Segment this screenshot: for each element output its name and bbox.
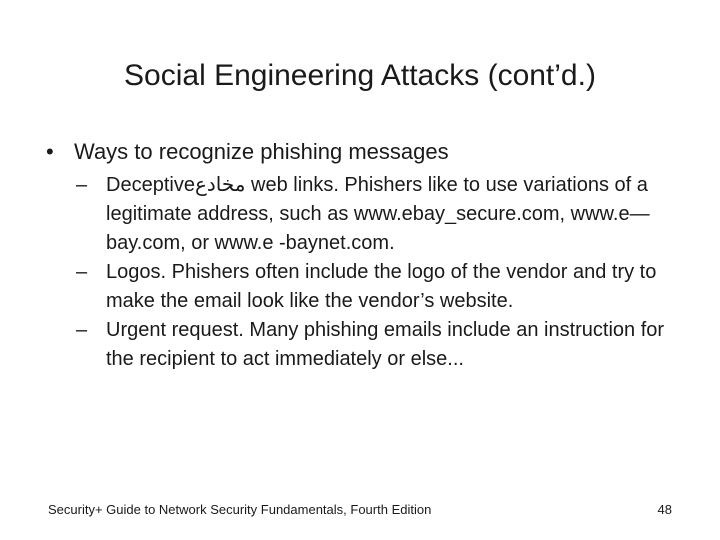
- slide-title: Social Engineering Attacks (cont’d.): [124, 59, 596, 92]
- sub-bullet-text: Deceptiveمخادع web links. Phishers like to use variations of a legitimate address, such as www.ebay_secure.com, www.e—bay.com, or www.e -baynet.com.: [106, 174, 650, 254]
- bullet-text: Ways to recognize phishing messages: [74, 139, 449, 164]
- sub-bullet-item: [46, 258, 686, 316]
- bullet-marker: •: [46, 139, 54, 164]
- dash-marker: –: [76, 261, 88, 283]
- sub-bullet-item: [46, 316, 686, 374]
- dash-marker: –: [76, 174, 88, 196]
- sub-bullet-item: [46, 171, 686, 258]
- sub-bullet-text: Urgent request. Many phishing emails include an instruction for the recipient to act immediately or else...: [106, 319, 665, 370]
- slide-body: [46, 137, 686, 374]
- footer-source: Security+ Guide to Network Security Fundamentals, Fourth Edition: [48, 502, 432, 517]
- sub-bullet-list: [46, 171, 686, 374]
- dash-marker: –: [76, 319, 88, 341]
- page-number: 48: [657, 502, 672, 517]
- sub-bullet-text: Logos. Phishers often include the logo of the vendor and try to make the email look like the vendor’s website.: [106, 261, 657, 312]
- bullet-item: [46, 137, 686, 167]
